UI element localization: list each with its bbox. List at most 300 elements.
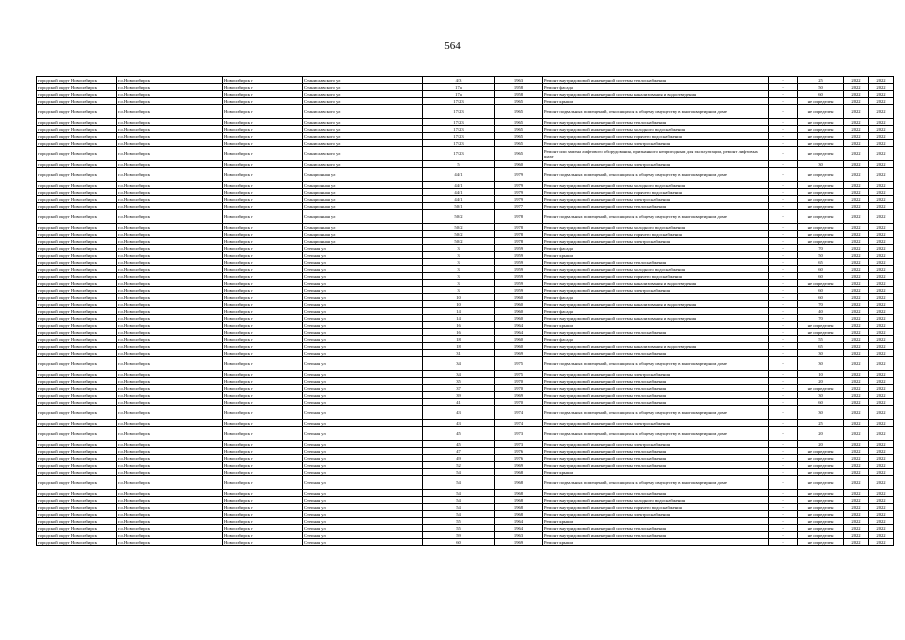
settlement-cell: г.о.Новосибирск — [117, 336, 223, 343]
dash-cell: - — [769, 518, 798, 525]
table-body — [37, 77, 894, 546]
settlement-cell: г.о.Новосибирск — [117, 539, 223, 546]
year-end-cell: 2022 — [869, 238, 894, 245]
dash-cell: - — [769, 441, 798, 448]
municipality-cell: городской округ Новосибирск — [37, 518, 117, 525]
street-cell: Степная ул — [303, 532, 423, 539]
street-cell: Степная ул — [303, 385, 423, 392]
city-cell: Новосибирск г — [223, 399, 303, 406]
city-cell: Новосибирск г — [223, 469, 303, 476]
house-number-cell: 3 — [423, 266, 495, 273]
street-cell: Степная ул — [303, 497, 423, 504]
amount-cell: 70 — [798, 315, 844, 322]
settlement-cell: г.о.Новосибирск — [117, 77, 223, 84]
municipality-cell: городской округ Новосибирск — [37, 343, 117, 350]
municipality-cell: городской округ Новосибирск — [37, 308, 117, 315]
city-cell: Новосибирск г — [223, 406, 303, 420]
year-built-cell: 1964 — [495, 518, 543, 525]
municipality-cell: городской округ Новосибирск — [37, 245, 117, 252]
street-cell: Станиславского ул — [303, 133, 423, 140]
house-number-cell: 4/3 — [423, 77, 495, 84]
year-built-cell: 1968 — [495, 490, 543, 497]
house-number-cell: 18 — [423, 336, 495, 343]
street-cell: Станционная ул — [303, 189, 423, 196]
repair-schedule-table — [36, 76, 894, 546]
city-cell: Новосибирск г — [223, 252, 303, 259]
year-end-cell: 2022 — [869, 336, 894, 343]
table-row — [37, 322, 894, 329]
dash-cell: - — [769, 490, 798, 497]
dash-cell: - — [769, 462, 798, 469]
house-number-cell: 52 — [423, 462, 495, 469]
year-end-cell: 2022 — [869, 301, 894, 308]
amount-cell: 70 — [798, 301, 844, 308]
work-type-cell: Ремонт фасада — [543, 294, 769, 301]
settlement-cell: г.о.Новосибирск — [117, 315, 223, 322]
settlement-cell: г.о.Новосибирск — [117, 490, 223, 497]
year-built-cell: 1965 — [495, 140, 543, 147]
dash-cell: - — [769, 280, 798, 287]
year-start-cell: 2022 — [844, 119, 869, 126]
year-built-cell: 1979 — [495, 196, 543, 203]
year-built-cell: 1965 — [495, 105, 543, 119]
dash-cell: - — [769, 147, 798, 161]
house-number-cell: 44/1 — [423, 182, 495, 189]
dash-cell: - — [769, 273, 798, 280]
settlement-cell: г.о.Новосибирск — [117, 308, 223, 315]
year-built-cell: 1959 — [495, 273, 543, 280]
work-type-cell: Ремонт внутридомовой инженерной системы канализования и водоотведения — [543, 280, 769, 287]
dash-cell: - — [769, 427, 798, 441]
table-row — [37, 91, 894, 98]
year-end-cell: 2022 — [869, 462, 894, 469]
city-cell: Новосибирск г — [223, 322, 303, 329]
work-type-cell: Ремонт крыши — [543, 539, 769, 546]
dash-cell: - — [769, 91, 798, 98]
city-cell: Новосибирск г — [223, 350, 303, 357]
year-end-cell: 2022 — [869, 378, 894, 385]
city-cell: Новосибирск г — [223, 441, 303, 448]
settlement-cell: г.о.Новосибирск — [117, 168, 223, 182]
year-built-cell: 1979 — [495, 182, 543, 189]
table-row — [37, 287, 894, 294]
work-type-cell: Ремонт фасада — [543, 245, 769, 252]
municipality-cell: городской округ Новосибирск — [37, 273, 117, 280]
amount-cell: не определен — [798, 490, 844, 497]
house-number-cell: 54 — [423, 497, 495, 504]
work-type-cell: Ремонт внутридомовой инженерной системы теплоснабжения — [543, 203, 769, 210]
year-start-cell: 2022 — [844, 203, 869, 210]
amount-cell: не определен — [798, 497, 844, 504]
municipality-cell: городской округ Новосибирск — [37, 91, 117, 98]
house-number-cell: 35 — [423, 378, 495, 385]
dash-cell: - — [769, 329, 798, 336]
year-end-cell: 2022 — [869, 455, 894, 462]
year-built-cell: 1960 — [495, 315, 543, 322]
year-start-cell: 2022 — [844, 532, 869, 539]
year-end-cell: 2022 — [869, 196, 894, 203]
settlement-cell: г.о.Новосибирск — [117, 294, 223, 301]
municipality-cell: городской округ Новосибирск — [37, 336, 117, 343]
year-start-cell: 2022 — [844, 539, 869, 546]
year-end-cell: 2022 — [869, 518, 894, 525]
work-type-cell: Ремонт внутридомовой инженерной системы горячего водоснабжения — [543, 133, 769, 140]
table-row — [37, 140, 894, 147]
house-number-cell: 54 — [423, 476, 495, 490]
municipality-cell: городской округ Новосибирск — [37, 161, 117, 168]
city-cell: Новосибирск г — [223, 343, 303, 350]
settlement-cell: г.о.Новосибирск — [117, 126, 223, 133]
city-cell: Новосибирск г — [223, 182, 303, 189]
year-built-cell: 1958 — [495, 91, 543, 98]
city-cell: Новосибирск г — [223, 196, 303, 203]
city-cell: Новосибирск г — [223, 497, 303, 504]
table-row — [37, 210, 894, 224]
table-row — [37, 273, 894, 280]
city-cell: Новосибирск г — [223, 161, 303, 168]
year-end-cell: 2022 — [869, 497, 894, 504]
page-number: 564 — [444, 40, 461, 52]
year-end-cell: 2022 — [869, 91, 894, 98]
house-number-cell: 16 — [423, 322, 495, 329]
year-built-cell: 1960 — [495, 294, 543, 301]
house-number-cell: 54 — [423, 511, 495, 518]
municipality-cell: городской округ Новосибирск — [37, 350, 117, 357]
year-built-cell: 1965 — [495, 126, 543, 133]
house-number-cell: 50/1 — [423, 203, 495, 210]
year-end-cell: 2022 — [869, 147, 894, 161]
year-built-cell: 1970 — [495, 378, 543, 385]
city-cell: Новосибирск г — [223, 511, 303, 518]
work-type-cell: Ремонт внутридомовой инженерной системы канализования и водоотведения — [543, 343, 769, 350]
street-cell: Станиславского ул — [303, 84, 423, 91]
amount-cell: 30 — [798, 161, 844, 168]
street-cell: Станционная ул — [303, 231, 423, 238]
year-end-cell: 2022 — [869, 343, 894, 350]
municipality-cell: городской округ Новосибирск — [37, 511, 117, 518]
dash-cell: - — [769, 224, 798, 231]
dash-cell: - — [769, 161, 798, 168]
municipality-cell: городской округ Новосибирск — [37, 490, 117, 497]
dash-cell: - — [769, 84, 798, 91]
year-end-cell: 2022 — [869, 182, 894, 189]
municipality-cell: городской округ Новосибирск — [37, 525, 117, 532]
year-start-cell: 2022 — [844, 399, 869, 406]
year-start-cell: 2022 — [844, 476, 869, 490]
house-number-cell: 3 — [423, 273, 495, 280]
city-cell: Новосибирск г — [223, 490, 303, 497]
house-number-cell: 3 — [423, 280, 495, 287]
table-row — [37, 105, 894, 119]
house-number-cell: 50/2 — [423, 238, 495, 245]
year-start-cell: 2022 — [844, 287, 869, 294]
table-row — [37, 280, 894, 287]
settlement-cell: г.о.Новосибирск — [117, 329, 223, 336]
street-cell: Степная ул — [303, 287, 423, 294]
street-cell: Станционная ул — [303, 224, 423, 231]
dash-cell: - — [769, 98, 798, 105]
house-number-cell: 45 — [423, 427, 495, 441]
year-start-cell: 2022 — [844, 525, 869, 532]
street-cell: Степная ул — [303, 392, 423, 399]
amount-cell: 20 — [798, 427, 844, 441]
house-number-cell: 44/1 — [423, 168, 495, 182]
house-number-cell: 17/23 — [423, 147, 495, 161]
city-cell: Новосибирск г — [223, 91, 303, 98]
work-type-cell: Ремонт внутридомовой инженерной системы теплоснабжения — [543, 378, 769, 385]
amount-cell: не определен — [798, 539, 844, 546]
table-row — [37, 511, 894, 518]
work-type-cell: Ремонт подвальных помещений, относящихся к общему имуществу в многоквартирном доме — [543, 105, 769, 119]
year-start-cell: 2022 — [844, 357, 869, 371]
work-type-cell: Ремонт подвальных помещений, относящихся к общему имуществу в многоквартирном доме — [543, 210, 769, 224]
house-number-cell: 54 — [423, 469, 495, 476]
dash-cell: - — [769, 77, 798, 84]
dash-cell: - — [769, 266, 798, 273]
year-end-cell: 2022 — [869, 504, 894, 511]
settlement-cell: г.о.Новосибирск — [117, 210, 223, 224]
work-type-cell: Ремонт внутридомовой инженерной системы теплоснабжения — [543, 259, 769, 266]
year-end-cell: 2022 — [869, 259, 894, 266]
house-number-cell: 3 — [423, 252, 495, 259]
year-end-cell: 2022 — [869, 161, 894, 168]
settlement-cell: г.о.Новосибирск — [117, 259, 223, 266]
street-cell: Степная ул — [303, 301, 423, 308]
street-cell: Степная ул — [303, 343, 423, 350]
street-cell: Степная ул — [303, 441, 423, 448]
street-cell: Степная ул — [303, 455, 423, 462]
city-cell: Новосибирск г — [223, 266, 303, 273]
municipality-cell: городской округ Новосибирск — [37, 280, 117, 287]
table-row — [37, 399, 894, 406]
city-cell: Новосибирск г — [223, 532, 303, 539]
year-start-cell: 2022 — [844, 84, 869, 91]
settlement-cell: г.о.Новосибирск — [117, 189, 223, 196]
settlement-cell: г.о.Новосибирск — [117, 322, 223, 329]
year-built-cell: 1978 — [495, 210, 543, 224]
table-row — [37, 371, 894, 378]
house-number-cell: 17/23 — [423, 126, 495, 133]
city-cell: Новосибирск г — [223, 462, 303, 469]
year-built-cell: 1978 — [495, 238, 543, 245]
year-built-cell: 1970 — [495, 385, 543, 392]
year-start-cell: 2022 — [844, 231, 869, 238]
table-row — [37, 378, 894, 385]
year-end-cell: 2022 — [869, 420, 894, 427]
year-end-cell: 2022 — [869, 245, 894, 252]
city-cell: Новосибирск г — [223, 210, 303, 224]
municipality-cell: городской округ Новосибирск — [37, 427, 117, 441]
year-end-cell: 2022 — [869, 399, 894, 406]
street-cell: Степная ул — [303, 329, 423, 336]
street-cell: Степная ул — [303, 504, 423, 511]
table-row — [37, 343, 894, 350]
amount-cell: не определен — [798, 182, 844, 189]
municipality-cell: городской округ Новосибирск — [37, 182, 117, 189]
work-type-cell: Ремонт или замена лифтового оборудования, признанного непригодным для эксплуатации, ремонт лифтовых шахт — [543, 147, 769, 161]
work-type-cell: Ремонт внутридомовой инженерной системы электроснабжения — [543, 161, 769, 168]
amount-cell: 30 — [798, 350, 844, 357]
settlement-cell: г.о.Новосибирск — [117, 280, 223, 287]
street-cell: Станционная ул — [303, 168, 423, 182]
dash-cell: - — [769, 287, 798, 294]
city-cell: Новосибирск г — [223, 238, 303, 245]
municipality-cell: городской округ Новосибирск — [37, 329, 117, 336]
dash-cell: - — [769, 301, 798, 308]
amount-cell: 65 — [798, 343, 844, 350]
year-built-cell: 1968 — [495, 497, 543, 504]
amount-cell: не определен — [798, 210, 844, 224]
year-end-cell: 2022 — [869, 287, 894, 294]
settlement-cell: г.о.Новосибирск — [117, 252, 223, 259]
dash-cell: - — [769, 322, 798, 329]
year-start-cell: 2022 — [844, 392, 869, 399]
house-number-cell: 10 — [423, 301, 495, 308]
year-built-cell: 1968 — [495, 469, 543, 476]
year-end-cell: 2022 — [869, 385, 894, 392]
street-cell: Степная ул — [303, 427, 423, 441]
table-row — [37, 462, 894, 469]
city-cell: Новосибирск г — [223, 518, 303, 525]
city-cell: Новосибирск г — [223, 476, 303, 490]
table-row — [37, 133, 894, 140]
year-built-cell: 1958 — [495, 84, 543, 91]
table-row — [37, 301, 894, 308]
settlement-cell: г.о.Новосибирск — [117, 469, 223, 476]
dash-cell: - — [769, 105, 798, 119]
year-start-cell: 2022 — [844, 91, 869, 98]
work-type-cell: Ремонт внутридомовой инженерной системы теплоснабжения — [543, 455, 769, 462]
year-start-cell: 2022 — [844, 490, 869, 497]
table-row — [37, 168, 894, 182]
house-number-cell: 39 — [423, 392, 495, 399]
dash-cell: - — [769, 448, 798, 455]
city-cell: Новосибирск г — [223, 329, 303, 336]
year-built-cell: 1964 — [495, 329, 543, 336]
amount-cell: 65 — [798, 259, 844, 266]
municipality-cell: городской округ Новосибирск — [37, 441, 117, 448]
year-start-cell: 2022 — [844, 441, 869, 448]
year-end-cell: 2022 — [869, 490, 894, 497]
amount-cell: не определен — [798, 189, 844, 196]
table-row — [37, 539, 894, 546]
work-type-cell: Ремонт внутридомовой инженерной системы теплоснабжения — [543, 392, 769, 399]
year-start-cell: 2022 — [844, 518, 869, 525]
work-type-cell: Ремонт фасада — [543, 308, 769, 315]
city-cell: Новосибирск г — [223, 105, 303, 119]
street-cell: Станционная ул — [303, 196, 423, 203]
municipality-cell: городской округ Новосибирск — [37, 322, 117, 329]
house-number-cell: 44/1 — [423, 196, 495, 203]
table-row — [37, 231, 894, 238]
house-number-cell: 3 — [423, 287, 495, 294]
street-cell: Станиславского ул — [303, 140, 423, 147]
year-built-cell: 1973 — [495, 441, 543, 448]
year-built-cell: 1960 — [495, 343, 543, 350]
year-end-cell: 2022 — [869, 119, 894, 126]
street-cell: Степная ул — [303, 518, 423, 525]
city-cell: Новосибирск г — [223, 357, 303, 371]
amount-cell: не определен — [798, 525, 844, 532]
house-number-cell: 14 — [423, 315, 495, 322]
year-end-cell: 2022 — [869, 105, 894, 119]
year-start-cell: 2022 — [844, 147, 869, 161]
amount-cell: 20 — [798, 441, 844, 448]
year-end-cell: 2022 — [869, 294, 894, 301]
municipality-cell: городской округ Новосибирск — [37, 315, 117, 322]
work-type-cell: Ремонт внутридомовой инженерной системы электроснабжения — [543, 420, 769, 427]
city-cell: Новосибирск г — [223, 224, 303, 231]
year-end-cell: 2022 — [869, 133, 894, 140]
table-row — [37, 357, 894, 371]
year-end-cell: 2022 — [869, 406, 894, 420]
house-number-cell: 50/2 — [423, 224, 495, 231]
amount-cell: не определен — [798, 231, 844, 238]
table-row — [37, 147, 894, 161]
house-number-cell: 16 — [423, 329, 495, 336]
year-end-cell: 2022 — [869, 427, 894, 441]
municipality-cell: городской округ Новосибирск — [37, 406, 117, 420]
year-start-cell: 2022 — [844, 245, 869, 252]
year-start-cell: 2022 — [844, 259, 869, 266]
year-start-cell: 2022 — [844, 455, 869, 462]
work-type-cell: Ремонт внутридомовой инженерной системы холодного водоснабжения — [543, 182, 769, 189]
work-type-cell: Ремонт подвальных помещений, относящихся к общему имуществу в многоквартирном доме — [543, 476, 769, 490]
work-type-cell: Ремонт внутридомовой инженерной системы теплоснабжения — [543, 119, 769, 126]
house-number-cell: 47 — [423, 448, 495, 455]
municipality-cell: городской округ Новосибирск — [37, 392, 117, 399]
house-number-cell: 50/2 — [423, 231, 495, 238]
dash-cell: - — [769, 350, 798, 357]
municipality-cell: городской округ Новосибирск — [37, 539, 117, 546]
year-end-cell: 2022 — [869, 476, 894, 490]
city-cell: Новосибирск г — [223, 525, 303, 532]
work-type-cell: Ремонт подвальных помещений, относящихся к общему имуществу в многоквартирном доме — [543, 427, 769, 441]
year-end-cell: 2022 — [869, 511, 894, 518]
settlement-cell: г.о.Новосибирск — [117, 133, 223, 140]
dash-cell: - — [769, 168, 798, 182]
dash-cell: - — [769, 308, 798, 315]
year-start-cell: 2022 — [844, 371, 869, 378]
street-cell: Станиславского ул — [303, 147, 423, 161]
street-cell: Степная ул — [303, 378, 423, 385]
house-number-cell: 17а — [423, 91, 495, 98]
year-start-cell: 2022 — [844, 511, 869, 518]
year-built-cell: 1959 — [495, 266, 543, 273]
city-cell: Новосибирск г — [223, 504, 303, 511]
year-start-cell: 2022 — [844, 462, 869, 469]
table-row — [37, 490, 894, 497]
work-type-cell: Ремонт внутридомовой инженерной системы электроснабжения — [543, 238, 769, 245]
table-row — [37, 350, 894, 357]
city-cell: Новосибирск г — [223, 203, 303, 210]
year-built-cell: 1965 — [495, 119, 543, 126]
house-number-cell: 17/23 — [423, 105, 495, 119]
dash-cell: - — [769, 315, 798, 322]
dash-cell: - — [769, 392, 798, 399]
year-built-cell: 1968 — [495, 511, 543, 518]
year-end-cell: 2022 — [869, 231, 894, 238]
dash-cell: - — [769, 343, 798, 350]
house-number-cell: 43 — [423, 420, 495, 427]
year-start-cell: 2022 — [844, 336, 869, 343]
settlement-cell: г.о.Новосибирск — [117, 350, 223, 357]
year-start-cell: 2022 — [844, 469, 869, 476]
dash-cell: - — [769, 182, 798, 189]
work-type-cell: Ремонт крыши — [543, 518, 769, 525]
year-built-cell: 1960 — [495, 336, 543, 343]
table-row — [37, 238, 894, 245]
